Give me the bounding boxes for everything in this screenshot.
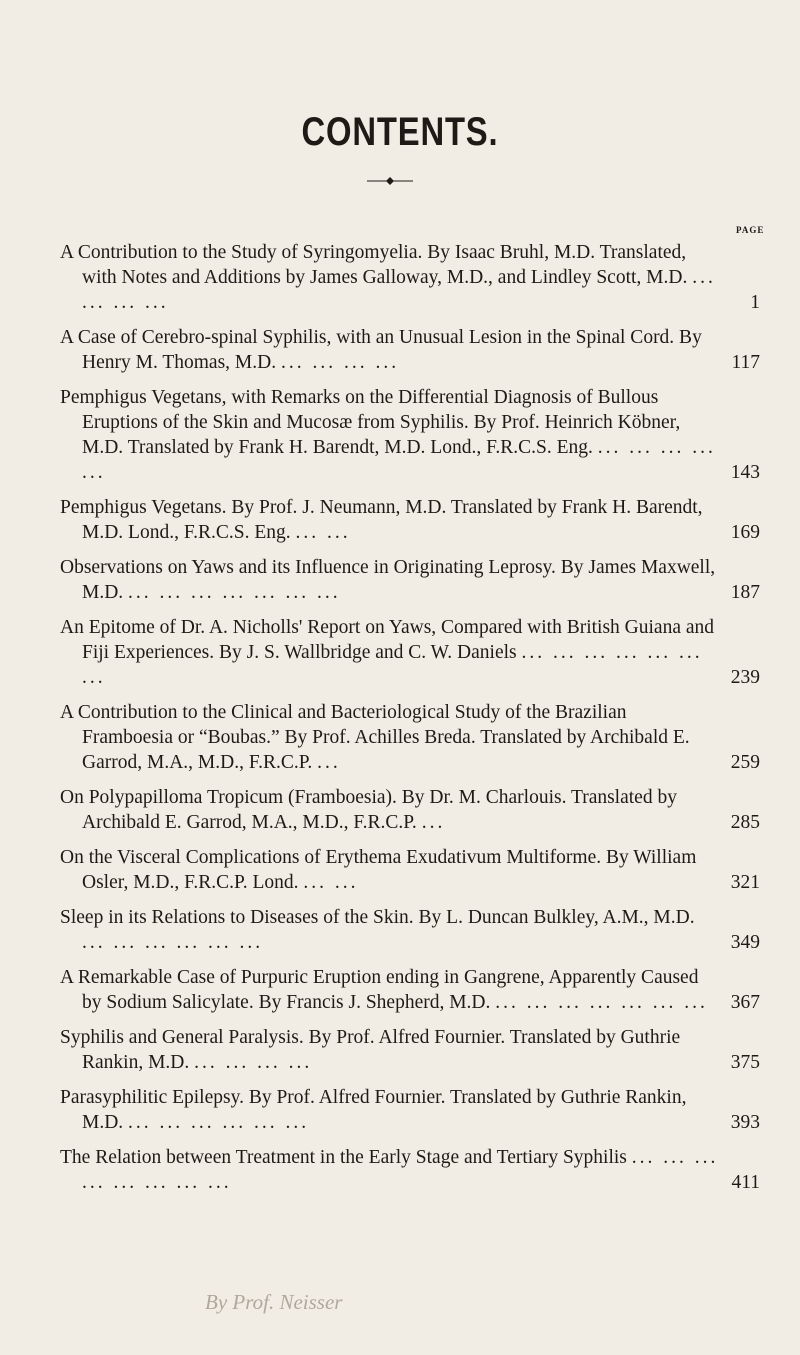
entry-title: On Polypapilloma Tropicum (Framboesia). By Dr. M. Charlouis. Translated by Archibald E. Garrod, M.A., M.D., F.R.C.P. — [60, 787, 677, 833]
list-item — [60, 495, 760, 545]
entry-page-number: 367 — [730, 992, 760, 1013]
entry-title: On the Visceral Complications of Erythema Exudativum Multiforme. By William Osler, M.D., F.R.C.P. Lond. — [60, 847, 697, 893]
leader-dots: ... ... ... ... — [280, 352, 400, 373]
entry-page-number: 321 — [730, 872, 760, 893]
leader-dots: ... ... ... ... — [194, 1052, 313, 1073]
entry-page-number: 239 — [730, 667, 760, 688]
list-item — [60, 965, 760, 1015]
contents-list — [60, 240, 760, 1205]
list-item — [60, 385, 760, 485]
entry-title: Pemphigus Vegetans, with Remarks on the Differential Diagnosis of Bullous Eruptions of the Skin and Mucosæ from Syphilis. By Prof. Heinrich Köbner, M.D. Translated by Frank H. Barendt, M.D. Lond., F.R.C.S. Eng. — [60, 387, 681, 458]
entry-title: A Remarkable Case of Purpuric Eruption ending in Gangrene, Apparently Caused by Sodium Salicylate. By Francis J. Shepherd, M.D. — [60, 967, 699, 1013]
entry-title: A Contribution to the Study of Syringomyelia. By Isaac Bruhl, M.D. Translated, with Notes and Additions by James Galloway, M.D., and Lindley Scott, M.D. — [60, 242, 688, 288]
entry-page-number: 411 — [731, 1172, 760, 1193]
entry-page-number: 117 — [731, 352, 760, 373]
list-item — [60, 240, 760, 315]
list-item — [60, 1145, 760, 1195]
entry-page-number: 143 — [730, 462, 760, 483]
entry-title: A Contribution to the Clinical and Bacteriological Study of the Brazilian Framboesia or “Boubas.” By Prof. Achilles Breda. Translated by Archibald E. Garrod, M.A., M.D., F.R.C.P. — [60, 702, 690, 773]
leader-dots: ... ... ... ... ... ... — [128, 1112, 310, 1133]
leader-dots: ... ... ... ... ... ... — [82, 932, 264, 953]
list-item — [60, 785, 760, 835]
leader-dots: ... ... — [303, 872, 359, 893]
list-item — [60, 700, 760, 775]
entry-title: An Epitome of Dr. A. Nicholls' Report on Yaws, Compared with British Guiana and Fiji Experiences. By J. S. Wallbridge and C. W. Daniels — [60, 617, 715, 663]
entry-title: Parasyphilitic Epilepsy. By Prof. Alfred Fournier. Translated by Guthrie Rankin, M.D. — [60, 1087, 687, 1133]
entry-page-number: 285 — [730, 812, 760, 833]
entry-page-number: 375 — [730, 1052, 760, 1073]
entry-page-number: 1 — [750, 292, 760, 313]
leader-dots: ... ... — [295, 522, 351, 543]
list-item — [60, 615, 760, 690]
entry-page-number: 187 — [730, 582, 760, 603]
list-item — [60, 325, 760, 375]
page-column-label: PAGE — [736, 225, 765, 235]
list-item — [60, 845, 760, 895]
entry-title: Observations on Yaws and its Influence in Originating Leprosy. By James Maxwell, M.D. — [60, 557, 716, 603]
divider-ornament — [365, 176, 415, 186]
handwritten-signature: By Prof. Neisser — [205, 1290, 343, 1314]
leader-dots: ... — [421, 812, 446, 833]
page-title: CONTENTS. — [301, 110, 499, 154]
leader-dots: ... ... ... ... ... ... ... — [82, 642, 703, 688]
leader-dots: ... ... ... ... ... ... ... — [128, 582, 341, 603]
list-item — [60, 1085, 760, 1135]
leader-dots: ... ... ... ... — [82, 267, 716, 313]
list-item — [60, 555, 760, 605]
leader-dots: ... ... ... ... ... — [82, 437, 716, 483]
leader-dots: ... ... ... ... ... ... ... — [495, 992, 708, 1013]
entry-title: Pemphigus Vegetans. By Prof. J. Neumann, M.D. Translated by Frank H. Barendt, M.D. Lond., F.R.C.S. Eng. — [60, 497, 703, 543]
leader-dots: ... — [317, 752, 341, 773]
entry-title: The Relation between Treatment in the Early Stage and Tertiary Syphilis — [60, 1147, 627, 1168]
entry-title: A Case of Cerebro-spinal Syphilis, with an Unusual Lesion in the Spinal Cord. By Henry M. Thomas, M.D. — [60, 327, 702, 373]
list-item — [60, 1025, 760, 1075]
entry-page-number: 349 — [730, 932, 760, 953]
entry-page-number: 169 — [730, 522, 760, 543]
entry-page-number: 259 — [730, 752, 760, 773]
entry-title: Sleep in its Relations to Diseases of the Skin. By L. Duncan Bulkley, A.M., M.D. — [60, 907, 695, 928]
entry-title: Syphilis and General Paralysis. By Prof. Alfred Fournier. Translated by Guthrie Rankin, M.D. — [60, 1027, 681, 1073]
leader-dots: ... ... ... ... ... ... ... ... — [82, 1147, 719, 1193]
list-item — [60, 905, 760, 955]
entry-page-number: 393 — [730, 1112, 760, 1133]
